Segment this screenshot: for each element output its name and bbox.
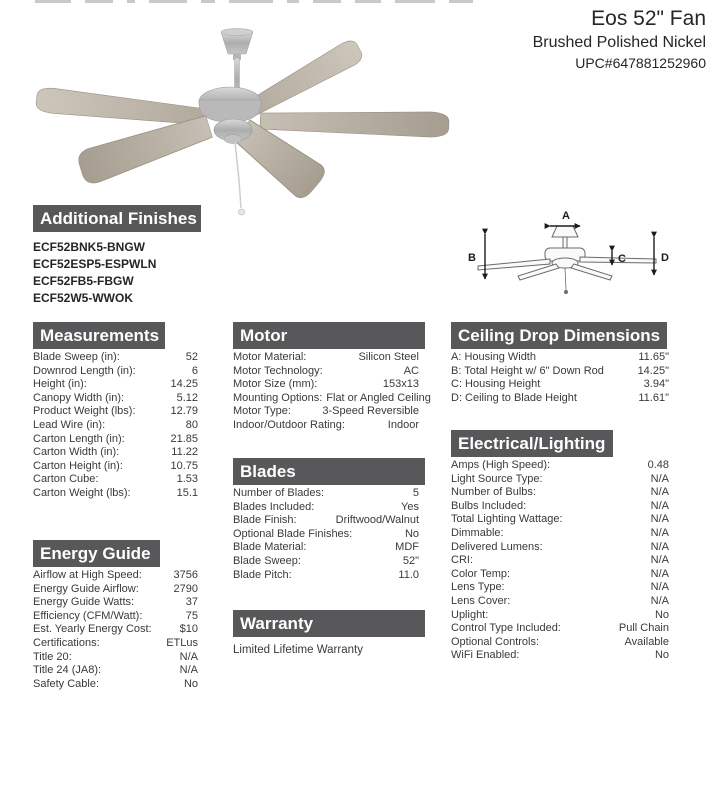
- spec-value: 15.1: [176, 486, 198, 499]
- spec-label: Optional Blade Finishes:: [233, 527, 353, 540]
- spec-row: [451, 568, 669, 582]
- spec-row: [33, 623, 198, 637]
- spec-row: [451, 636, 669, 650]
- spec-row: [451, 541, 669, 555]
- spec-label: Control Type Included:: [451, 622, 561, 635]
- blades-rows: [233, 487, 419, 582]
- spec-label: Blade Pitch:: [233, 568, 292, 581]
- spec-value: N/A: [650, 540, 669, 553]
- spec-row: [233, 419, 419, 433]
- spec-label: Title 24 (JA8):: [33, 664, 102, 677]
- spec-value: 52: [185, 351, 198, 363]
- spec-value: ETLus: [166, 636, 198, 649]
- spec-row: [451, 513, 669, 527]
- spec-label: Mounting Options:: [233, 391, 323, 404]
- spec-label: WiFi Enabled:: [451, 649, 520, 662]
- spec-value: 11.22: [171, 446, 198, 459]
- spec-row: [33, 651, 198, 665]
- spec-value: 3-Speed Reversible: [322, 405, 419, 418]
- spec-value: AC: [403, 364, 419, 377]
- spec-row: [451, 527, 669, 541]
- spec-row: [33, 569, 198, 583]
- spec-row: [33, 446, 198, 460]
- spec-value: 0.48: [647, 459, 669, 471]
- spec-label: Carton Width (in):: [33, 446, 120, 459]
- section-title: Ceiling Drop Dimensions: [458, 326, 661, 345]
- spec-label: Uplight:: [451, 608, 489, 621]
- spec-row: [33, 433, 198, 447]
- spec-value: 21.85: [170, 432, 198, 445]
- section-motor: [233, 322, 431, 433]
- spec-row: [451, 595, 669, 609]
- spec-label: Motor Size (mm):: [233, 378, 318, 391]
- finish-code: ECF52FB5-FBGW: [33, 274, 134, 288]
- product-name: Eos 52" Fan: [591, 7, 706, 30]
- spec-value: N/A: [650, 472, 669, 485]
- diagram-label-c: C: [618, 253, 626, 265]
- spec-value: N/A: [179, 650, 198, 663]
- spec-label: Lead Wire (in):: [33, 418, 106, 431]
- ceiling-drop-rows: [451, 351, 669, 405]
- section-additional-finishes: [33, 205, 198, 307]
- spec-label: Product Weight (lbs):: [33, 405, 136, 418]
- spec-label: Bulbs Included:: [451, 499, 527, 512]
- spec-value: 3756: [173, 569, 198, 581]
- product-finish: Brushed Polished Nickel: [532, 34, 706, 51]
- spec-row: [33, 583, 198, 597]
- spec-label: Lens Cover:: [451, 594, 511, 607]
- spec-label: Dimmable:: [451, 526, 504, 539]
- spec-row: [33, 596, 198, 610]
- section-title: Additional Finishes: [40, 209, 197, 228]
- spec-label: Carton Height (in):: [33, 459, 123, 472]
- spec-value: Indoor: [387, 418, 419, 431]
- section-warranty: [233, 610, 419, 656]
- spec-value: 37: [185, 596, 198, 609]
- spec-value: N/A: [650, 581, 669, 594]
- spec-label: Motor Type:: [233, 405, 291, 418]
- product-upc: UPC#647881252960: [575, 55, 706, 71]
- finish-code: ECF52W5-WWOK: [33, 291, 133, 305]
- spec-row: [33, 365, 198, 379]
- spec-value: 6: [191, 364, 198, 377]
- product-header: [533, 6, 706, 73]
- motor-rows: [233, 351, 431, 433]
- spec-value: 75: [185, 609, 198, 622]
- spec-value: N/A: [650, 486, 669, 499]
- spec-row: [33, 405, 198, 419]
- spec-value: N/A: [650, 594, 669, 607]
- spec-value: N/A: [650, 567, 669, 580]
- spec-row: [451, 622, 669, 636]
- spec-row: [233, 365, 419, 379]
- spec-row: [451, 378, 669, 392]
- spec-row: [33, 610, 198, 624]
- energy-guide-rows: [33, 569, 198, 691]
- spec-label: Amps (High Speed):: [451, 459, 551, 471]
- spec-row: [33, 664, 198, 678]
- spec-label: Height (in):: [33, 378, 87, 391]
- spec-row: [33, 473, 198, 487]
- spec-value: Yes: [401, 500, 419, 513]
- spec-row: [233, 555, 419, 569]
- spec-row: [233, 569, 419, 583]
- blades-title-bar: [233, 458, 425, 485]
- spec-row: [33, 378, 198, 392]
- spec-value: 3.94": [643, 378, 669, 391]
- spec-label: Carton Weight (lbs):: [33, 486, 131, 499]
- additional-finishes-title-bar: [33, 205, 201, 232]
- spec-value: No: [183, 677, 198, 690]
- diagram-label-a: A: [562, 210, 570, 222]
- spec-label: A: Housing Width: [451, 351, 536, 363]
- section-electrical: [451, 430, 669, 663]
- spec-row: [233, 405, 419, 419]
- spec-value: N/A: [650, 513, 669, 526]
- spec-value: No: [404, 527, 419, 540]
- spec-row: [451, 609, 669, 623]
- spec-row: [233, 487, 419, 501]
- spec-value: MDF: [395, 541, 419, 554]
- spec-label: Canopy Width (in):: [33, 391, 125, 404]
- spec-label: Color Temp:: [451, 567, 511, 580]
- section-title: Warranty: [240, 614, 314, 633]
- spec-label: B: Total Height w/ 6" Down Rod: [451, 364, 604, 377]
- spec-value: 12.79: [170, 405, 198, 418]
- spec-label: Delivered Lumens:: [451, 540, 543, 553]
- spec-value: 5: [412, 487, 419, 499]
- spec-row: [33, 419, 198, 433]
- spec-label: Airflow at High Speed:: [33, 569, 142, 581]
- measurements-rows: [33, 351, 198, 501]
- spec-label: Energy Guide Airflow:: [33, 582, 139, 595]
- section-title: Motor: [240, 326, 288, 345]
- spec-value: 11.0: [398, 568, 419, 581]
- diagram-label-d: D: [661, 252, 669, 264]
- section-blades: [233, 458, 419, 582]
- spec-row: [33, 392, 198, 406]
- spec-row: [451, 351, 669, 365]
- spec-value: Silicon Steel: [358, 351, 419, 363]
- spec-row: [33, 460, 198, 474]
- spec-label: Number of Bulbs:: [451, 486, 536, 499]
- spec-value: N/A: [650, 499, 669, 512]
- spec-label: Blade Material:: [233, 541, 307, 554]
- spec-label: Blade Sweep:: [233, 554, 301, 567]
- spec-label: Energy Guide Watts:: [33, 596, 135, 609]
- spec-value: 52": [402, 554, 419, 567]
- spec-value: 80: [185, 418, 198, 431]
- section-title: Measurements: [40, 326, 160, 345]
- spec-row: [33, 637, 198, 651]
- spec-label: Light Source Type:: [451, 472, 543, 485]
- spec-value: N/A: [650, 526, 669, 539]
- spec-row: [451, 500, 669, 514]
- spec-value: 14.25": [637, 364, 669, 377]
- spec-label: Indoor/Outdoor Rating:: [233, 418, 345, 431]
- spec-value: $10: [179, 623, 198, 636]
- spec-value: Pull Chain: [618, 622, 669, 635]
- energy-guide-title-bar: [33, 540, 160, 567]
- spec-value: 1.53: [176, 473, 198, 486]
- finish-code: ECF52BNK5-BNGW: [33, 240, 146, 254]
- finish-code: ECF52ESP5-ESPWLN: [33, 257, 157, 271]
- spec-value: 2790: [173, 582, 198, 595]
- spec-label: Blade Sweep (in):: [33, 351, 120, 363]
- warranty-text: Limited Lifetime Warranty: [233, 644, 363, 656]
- spec-label: Efficiency (CFM/Watt):: [33, 609, 143, 622]
- spec-row: [451, 459, 669, 473]
- spec-value: Available: [624, 635, 669, 648]
- spec-label: Est. Yearly Energy Cost:: [33, 623, 152, 636]
- spec-row: [451, 486, 669, 500]
- spec-row: [233, 378, 419, 392]
- spec-row: [451, 365, 669, 379]
- spec-value: 11.61": [638, 391, 669, 404]
- spec-label: Certifications:: [33, 636, 100, 649]
- spec-row: [33, 487, 198, 501]
- spec-value: N/A: [179, 664, 198, 677]
- spec-row: [33, 351, 198, 365]
- spec-value: 14.25: [170, 378, 198, 391]
- spec-label: CRI:: [451, 554, 473, 567]
- spec-label: Blades Included:: [233, 500, 315, 513]
- spec-value: N/A: [650, 554, 669, 567]
- spec-value: 11.65": [638, 351, 669, 363]
- spec-row: [233, 528, 419, 542]
- spec-label: Blade Finish:: [233, 514, 297, 527]
- spec-row: [233, 351, 419, 365]
- electrical-rows: [451, 459, 669, 663]
- warranty-title-bar: [233, 610, 425, 637]
- spec-label: Safety Cable:: [33, 677, 100, 690]
- ceiling-drop-title-bar: [451, 322, 667, 349]
- spec-label: C: Housing Height: [451, 378, 541, 391]
- spec-label: Lens Type:: [451, 581, 505, 594]
- spec-label: Motor Technology:: [233, 364, 323, 377]
- spec-label: Optional Controls:: [451, 635, 540, 648]
- spec-label: Number of Blades:: [233, 487, 325, 499]
- section-ceiling-drop: [451, 322, 669, 405]
- spec-label: Carton Cube:: [33, 473, 99, 486]
- spec-row: [451, 581, 669, 595]
- spec-label: Downrod Length (in):: [33, 364, 136, 377]
- spec-label: Title 20:: [33, 650, 72, 663]
- spec-label: D: Ceiling to Blade Height: [451, 391, 577, 404]
- measurements-title-bar: [33, 322, 165, 349]
- spec-label: Motor Material:: [233, 351, 307, 363]
- spec-value: Driftwood/Walnut: [335, 514, 419, 527]
- section-measurements: [33, 322, 198, 501]
- spec-value: No: [654, 649, 669, 662]
- fan-product-image: [15, 20, 465, 230]
- section-title: Blades: [240, 462, 296, 481]
- spec-row: [451, 392, 669, 406]
- spec-value: 153x13: [382, 378, 419, 391]
- spec-label: Carton Length (in):: [33, 432, 125, 445]
- electrical-title-bar: [451, 430, 613, 457]
- cropped-logo-remnant: [35, 0, 473, 3]
- spec-value: No: [654, 608, 669, 621]
- spec-row: [451, 649, 669, 663]
- section-title: Electrical/Lighting: [458, 434, 606, 453]
- diagram-label-b: B: [468, 252, 476, 264]
- spec-row: [233, 391, 431, 406]
- spec-row: [451, 473, 669, 487]
- spec-row: [233, 541, 419, 555]
- spec-value: Flat or Angled Ceiling: [326, 391, 431, 404]
- motor-title-bar: [233, 322, 425, 349]
- spec-value: 5.12: [176, 391, 198, 404]
- finish-list: [33, 239, 198, 307]
- spec-row: [451, 554, 669, 568]
- spec-row: [33, 678, 198, 692]
- spec-label: Total Lighting Wattage:: [451, 513, 563, 526]
- section-energy-guide: [33, 540, 198, 691]
- spec-row: [233, 501, 419, 515]
- section-title: Energy Guide: [40, 544, 151, 563]
- ceiling-drop-diagram: [460, 195, 700, 320]
- spec-row: [233, 514, 419, 528]
- spec-value: 10.75: [170, 459, 198, 472]
